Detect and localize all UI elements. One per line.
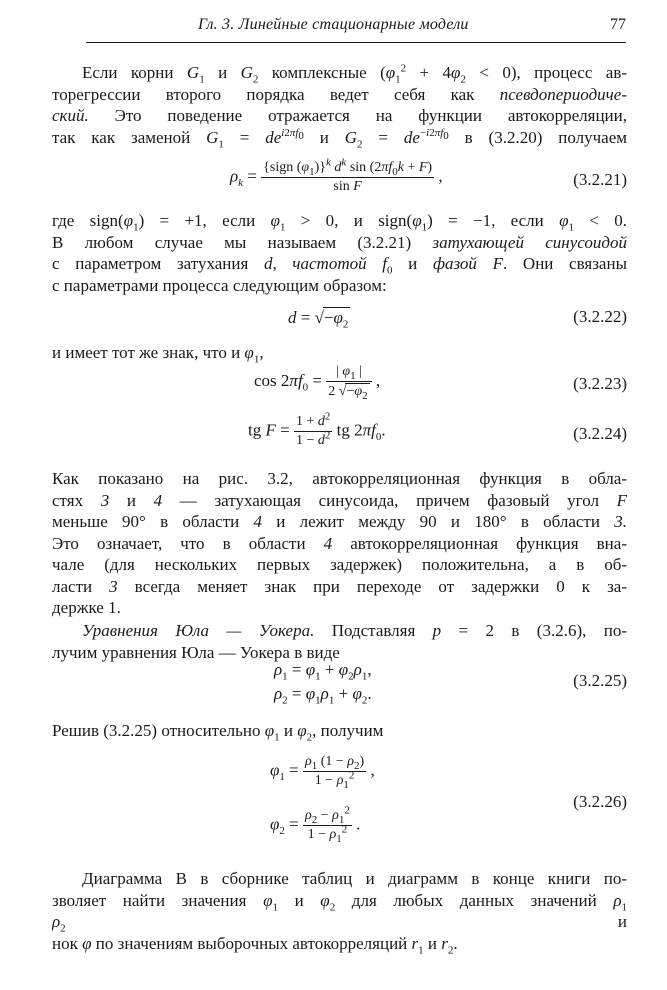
- text-line: лучим уравнения Юла — Уокера в виде: [52, 642, 340, 662]
- equation-body: $d = √-\varphi_2$: [288, 308, 349, 331]
- paragraph-diagram-b: [52, 868, 627, 954]
- text-line: Решив (3.2.25) относительно $\varphi_1$ и $\varphi_2$, получим: [52, 721, 384, 744]
- equation-body: $\rho_1 = \varphi_1 + \varphi_2\rho_1$, $\rho_2 = \varphi_1\rho_1 + \varphi_2$.: [274, 660, 372, 707]
- text-line: держке 1.: [52, 598, 121, 617]
- running-title: Гл. 3. Линейные стационарные модели: [198, 16, 469, 33]
- equation-number: (3.2.23): [573, 374, 627, 393]
- text-line: ласти 3 всегда меняет знак при переходе от задержки 0 к за-: [52, 576, 627, 596]
- text-line: меньше 90° в области 4 и лежит между 90 и 180° в области 3.: [52, 512, 627, 531]
- equation-number: (3.2.22): [573, 307, 627, 326]
- page-number: 77: [610, 16, 626, 33]
- paragraph-figure-3-2: [52, 468, 627, 619]
- text-line: где $sign(\varphi_1) = +1$, если $\varphi_1 > 0$, и $sign(\varphi_1) = -1$, если $\varphi_1 < 0$.: [52, 211, 627, 232]
- text-line: $\rho_2$ и: [52, 912, 627, 933]
- text-line: Это означает, что в области 4 автокорреляционная функция вна-: [52, 533, 627, 553]
- text-line: Если корни $G_1$ и $G_2$ комплексные $(\varphi_1^2 + 4\varphi_2 < 0)$, процесс ав-: [82, 62, 627, 84]
- paragraph-same-sign: [52, 342, 627, 364]
- text-line: Диаграмма В в сборнике таблиц и диаграмм в конце книги по-: [82, 869, 627, 888]
- text-line: зволяет найти значения $\varphi_1$ и $\varphi_2$ для любых данных значений $\rho_1$: [52, 890, 627, 911]
- equation-3-2-26: [52, 752, 627, 858]
- text-line: ский. Это поведение отражается на функции автокорреляции,: [52, 106, 627, 125]
- equation-number: (3.2.24): [573, 424, 627, 443]
- equation-body-phi2: $\varphi_2$ = $\frac{\rho_2 - \rho_1^2}{1 - \rho_1^2}$ .: [270, 804, 361, 845]
- text-line: и имеет тот же знак, что и $\varphi_1$,: [52, 343, 264, 366]
- text-line: с параметром затухания d, частотой $f_0$ и фазой F. Они связаны: [52, 254, 627, 275]
- text-line: торегрессии второго порядка ведет себя как псевдопериодиче-: [52, 84, 627, 104]
- equation-3-2-23: [52, 362, 627, 406]
- text-line: Как показано на рис. 3.2, автокорреляционная функция в обла-: [52, 469, 627, 488]
- equation-body-phi1: $\varphi_1$ = $\frac{\rho_1 (1 - \rho_2)}{1 - \rho_1^2}$ ,: [270, 754, 375, 791]
- text-line: чале (для нескольких первых задержек) положительна, а в об-: [52, 555, 627, 574]
- text-line: нок φ по значениям выборочных автокорреляций $r_1$ и $r_2$.: [52, 933, 458, 956]
- equation-3-2-24: [52, 412, 627, 456]
- text-line: с параметрами процесса следующим образом:: [52, 275, 387, 295]
- equation-body: tg F = $\frac{1 + d^2}{1 - d^2}$ tg $2\pi f_0$.: [248, 410, 386, 448]
- paragraph-complex-roots: [52, 62, 627, 148]
- equation-number: (3.2.21): [573, 170, 627, 189]
- running-header: [86, 14, 626, 38]
- paragraph-damped-sinusoid: [52, 210, 627, 296]
- text-line: стях 3 и 4 — затухающая синусоида, причем фазовый угол F: [52, 490, 627, 510]
- text-line: Уравнения Юла — Уокера. Подставляя p = 2 в (3.2.6), по-: [82, 621, 627, 640]
- equation-number: (3.2.25): [573, 671, 627, 690]
- text-line: В любом случае мы называем (3.2.21) затухающей синусоидой: [52, 232, 627, 252]
- text-line: так как заменой $G_1 = de^{i2\pi f_0}$ и $G_2 = de^{-i2\pi f_0}$ в (3.2.20) получаем: [52, 126, 627, 148]
- equation-body: $\rho_k$ = $\frac{\{sign (\varphi_1)\}^k d^k \sin (2\pi f_0k + F)}{\text{sin F}}$ ,: [230, 156, 443, 194]
- equation-body: $\cos 2\pi f_0$ = $\frac{| \varphi_1 |}{2 √-\varphi_2}$ ,: [254, 364, 381, 402]
- equation-number: (3.2.26): [573, 792, 627, 811]
- header-rule: [86, 42, 626, 43]
- equation-3-2-22: [52, 305, 627, 335]
- paragraph-solving: [52, 720, 627, 742]
- equation-3-2-25: [52, 656, 627, 706]
- equation-3-2-21: [52, 158, 627, 202]
